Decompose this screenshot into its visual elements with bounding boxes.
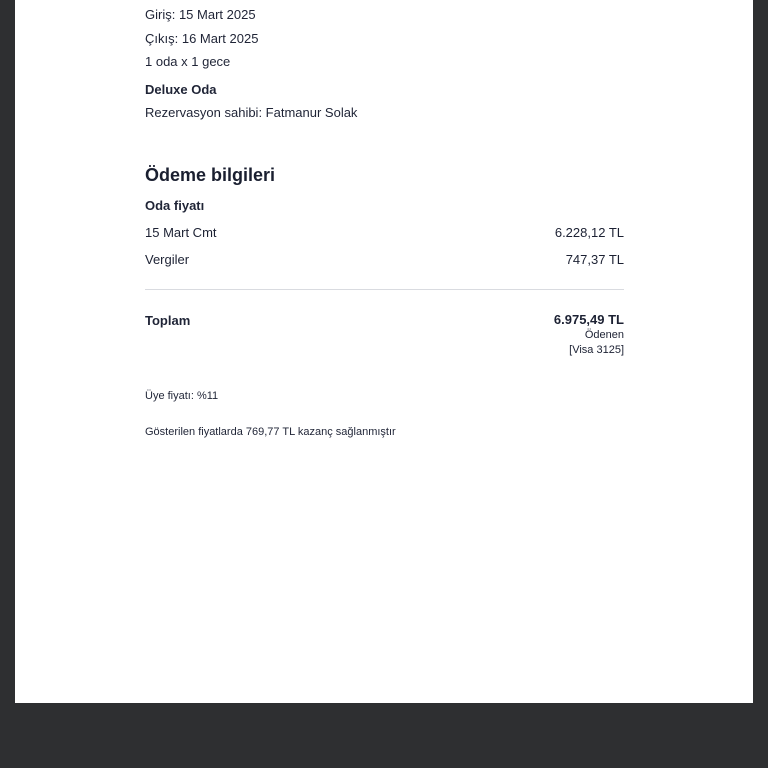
price-row: [145, 252, 624, 270]
checkout-date: Çıkış: 16 Mart 2025: [145, 31, 259, 46]
reservation-holder: Rezervasyon sahibi: Fatmanur Solak: [145, 105, 358, 120]
price-row-label: 15 Mart Cmt: [145, 225, 217, 240]
viewer-background: [0, 703, 768, 768]
payment-section-title: Ödeme bilgileri: [145, 165, 276, 185]
paid-label: Ödenen: [584, 329, 624, 341]
total-label: Toplam: [145, 313, 191, 328]
total-block: [554, 312, 624, 358]
rooms-nights: 1 oda x 1 gece: [145, 54, 231, 69]
price-row-value: 6.228,12 TL: [554, 225, 624, 240]
price-row-label: Vergiler: [145, 252, 190, 267]
member-price-note: Üye fiyatı: %11: [145, 390, 219, 402]
price-row: [145, 225, 624, 243]
total-amount: 6.975,49 TL: [553, 312, 624, 327]
room-type: Deluxe Oda: [145, 82, 217, 97]
total-divider: [145, 289, 624, 290]
savings-note: Gösterilen fiyatlarda 769,77 TL kazanç sağlanmıştır: [145, 426, 396, 438]
document-page: [15, 0, 753, 703]
room-price-heading: Oda fiyatı: [145, 198, 205, 213]
price-row-value: 747,37 TL: [565, 252, 624, 267]
payment-card: [Visa 3125]: [569, 344, 624, 356]
checkin-date: Giriş: 15 Mart 2025: [145, 7, 256, 22]
